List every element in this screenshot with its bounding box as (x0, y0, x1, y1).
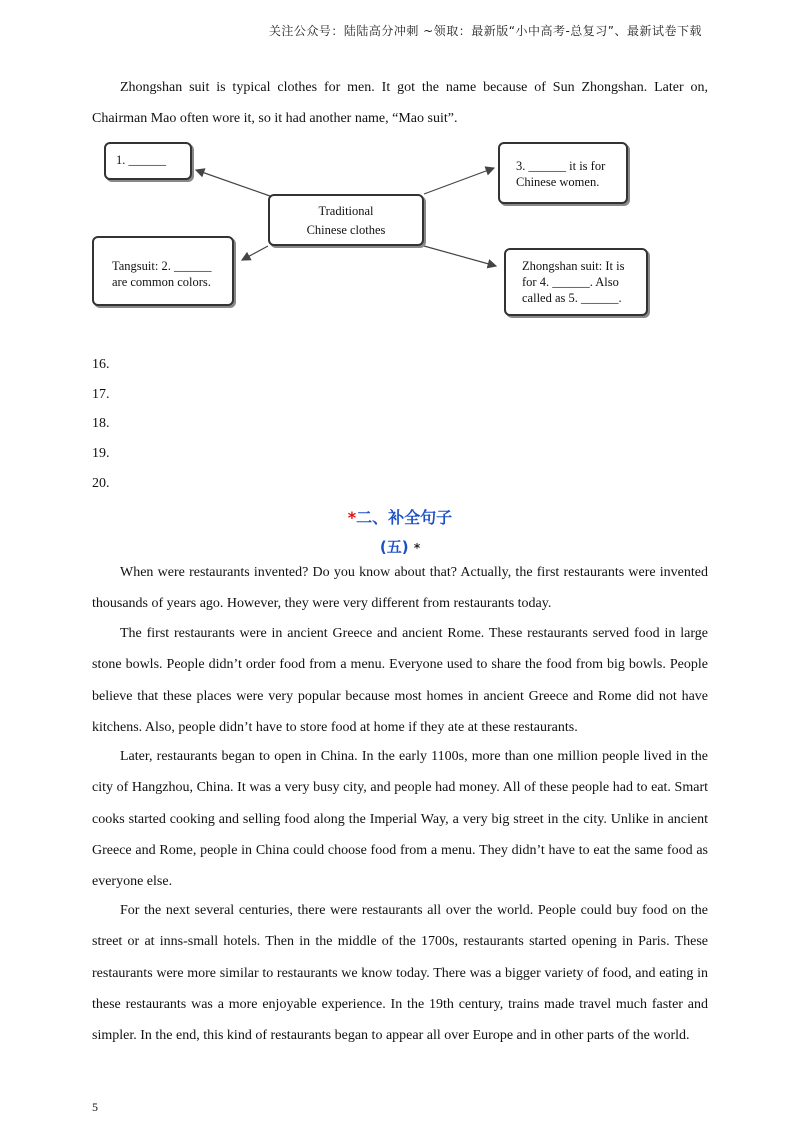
box3-line1: 3. ______ it is for (516, 159, 606, 173)
arrow-to-box3 (424, 168, 494, 194)
answer-number-19: 19. (92, 446, 110, 461)
diagram-box-4 (504, 248, 648, 316)
box4-line2: for 4. ______. Also (522, 275, 619, 289)
arrow-to-box4 (424, 246, 496, 266)
intro-paragraph: Zhongshan suit is typical clothes for men. It got the name because of Sun Zhongshan. Later on, Chairman Mao often wore it, so it had another name, “Mao suit”. (92, 80, 708, 127)
box2-line2: are common colors. (112, 275, 211, 289)
answer-number-17: 17. (92, 387, 110, 402)
passage-paragraph-3: Later, restaurants began to open in China. In the early 1100s, more than one million people lived in the city of Hangzhou, China. It was a very busy city, and people had money. All of these people had to eat. Smart cooks started cooking and selling food along the Imperial Way, a very big street in the city. Unlike in ancient Greece and Rome, people in China could choose food from a menu. They didn’t have to eat the same food as everyone else. (92, 749, 708, 890)
page-header: 关注公众号：陆陆高分冲刺 ~领取：最新版“小中高考-总复习”、最新试卷下载 (268, 24, 702, 38)
answer-number-16: 16. (92, 357, 110, 372)
section-star: * (347, 508, 357, 527)
clothes-diagram (92, 138, 672, 328)
subsection-title (0, 536, 800, 557)
diagram-box-3 (498, 142, 628, 204)
arrow-to-box1 (196, 170, 270, 196)
answer-number-20: 20. (92, 476, 110, 491)
diagram-box-2 (92, 236, 234, 306)
section-title (0, 505, 800, 528)
section-title-text: 二、补全句子 (356, 508, 453, 527)
box4-line1: Zhongshan suit: It is (522, 259, 625, 273)
answer-number-18: 18. (92, 416, 110, 431)
box4-line3: called as 5. ______. (522, 291, 622, 305)
passage-paragraph-2: The first restaurants were in ancient Greece and ancient Rome. These restaurants served food in large stone bowls. People didn’t order food from a menu. Everyone used to share the food from big bowls. People believe that these places were very popular because most homes in ancient Greece and Rome did not have kitchens. Also, people didn’t have to store food at home if they ate at these restaurants. (92, 626, 708, 735)
center-line1: Traditional (318, 204, 374, 218)
arrow-to-box2 (242, 246, 268, 260)
box1-text: 1. ______ (116, 153, 166, 167)
center-line2: Chinese clothes (306, 223, 386, 237)
box3-line2: Chinese women. (516, 175, 600, 189)
diagram-box-1 (104, 142, 192, 180)
box2-line1: Tangsuit: 2. ______ (112, 259, 212, 273)
page-number: 5 (92, 1100, 98, 1114)
passage-paragraph-4: For the next several centuries, there were restaurants all over the world. People could buy food on the street or at inns-small hotels. Then in the middle of the 1700s, restaurants started opening in Paris. These restaurants were more similar to restaurants we know today. There was a bigger variety of food, and eating in these restaurants was a more enjoyable experience. In the 19th century, trains made travel much faster and simpler. In the end, this kind of restaurants began to appear all over Europe and in other parts of the world. (92, 903, 708, 1044)
subsection-star: * (413, 541, 421, 555)
passage-paragraph-1: When were restaurants invented? Do you know about that? Actually, the first restaurants were invented thousands of years ago. However, they were very different from restaurants today. (92, 565, 708, 612)
diagram-center-box (268, 194, 424, 246)
subsection-title-text: (五) (379, 538, 409, 556)
